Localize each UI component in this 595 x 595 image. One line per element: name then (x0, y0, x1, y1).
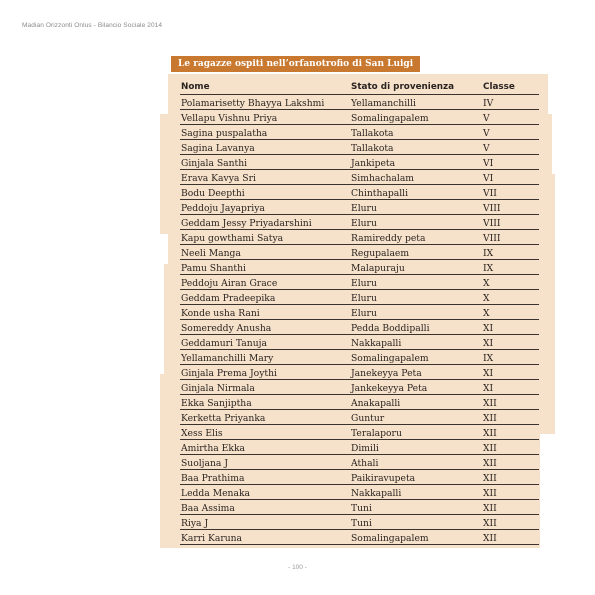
cell-name: Ekka Sanjiptha (181, 398, 252, 409)
cell-name: Erava Kavya Sri (181, 173, 256, 184)
cell-provenance: Somalingapalem (351, 533, 429, 544)
table-row (180, 365, 539, 380)
cell-name: Ginjala Santhi (181, 158, 248, 169)
cell-provenance: Anakapalli (351, 398, 401, 409)
cell-name: Xess Elis (181, 428, 223, 439)
table-row (180, 530, 539, 545)
table-header-row (180, 80, 539, 95)
cell-name: Neeli Manga (181, 248, 241, 259)
table-row (180, 515, 539, 530)
cell-name: Ginjala Nirmala (181, 383, 255, 394)
orphanage-roster-table (180, 80, 539, 545)
page-number: - 100 - (288, 564, 307, 571)
cell-name: Peddoju Jayapriya (181, 203, 265, 214)
cell-class: XII (483, 428, 497, 439)
cell-provenance: Eluru (351, 218, 377, 229)
table-row (180, 485, 539, 500)
cell-provenance: Jankipeta (351, 158, 396, 169)
cell-name: Baa Prathima (181, 473, 245, 484)
cell-provenance: Chinthapalli (351, 188, 409, 199)
table-row (180, 455, 539, 470)
cell-class: X (483, 278, 490, 289)
cell-provenance: Malapuraju (351, 263, 405, 274)
cell-name: Peddoju Airan Grace (181, 278, 278, 289)
table-row (180, 215, 539, 230)
cell-provenance: Nakkapalli (351, 488, 402, 499)
table-row (180, 275, 539, 290)
cell-class: XII (483, 473, 497, 484)
cell-class: XII (483, 503, 497, 514)
table-row (180, 500, 539, 515)
cell-provenance: Guntur (351, 413, 385, 424)
cell-provenance: Dimili (351, 443, 379, 454)
cell-provenance: Simhachalam (351, 173, 415, 184)
cell-name: Sagina puspalatha (181, 128, 268, 139)
cell-provenance: Teralaporu (351, 428, 402, 439)
cell-provenance: Somalingapalem (351, 113, 429, 124)
running-header: Madian Orizzonti Onlus - Bilancio Sociale 2014 (22, 22, 163, 29)
cell-name: Bodu Deepthi (181, 188, 245, 199)
table-row (180, 410, 539, 425)
cell-class: XII (483, 458, 497, 469)
column-header-classe: Classe (483, 82, 515, 92)
cell-class: IX (483, 263, 494, 274)
cell-provenance: Ramireddy peta (351, 233, 426, 244)
cell-class: XI (483, 368, 494, 379)
cell-name: Sagina Lavanya (181, 143, 255, 154)
cell-name: Ginjala Prema Joythi (181, 368, 277, 379)
cell-provenance: Somalingapalem (351, 353, 429, 364)
cell-class: XII (483, 533, 497, 544)
table-row (180, 125, 539, 140)
cell-name: Pamu Shanthi (181, 263, 246, 274)
cell-class: IX (483, 353, 494, 364)
cell-provenance: Tuni (351, 518, 372, 529)
cell-provenance: Tuni (351, 503, 372, 514)
table-row (180, 170, 539, 185)
cell-class: XII (483, 443, 497, 454)
cell-name: Ledda Menaka (181, 488, 250, 499)
cell-provenance: Pedda Boddipalli (351, 323, 430, 334)
table-row (180, 155, 539, 170)
table-row (180, 320, 539, 335)
cell-name: Geddamuri Tanuja (181, 338, 267, 349)
table-row (180, 260, 539, 275)
cell-name: Karri Karuna (181, 533, 243, 544)
column-header-nome: Nome (181, 82, 210, 92)
table-row (180, 440, 539, 455)
cell-class: XII (483, 398, 497, 409)
table-row (180, 290, 539, 305)
cell-provenance: Janekeyya Peta (351, 368, 422, 379)
cell-provenance: Eluru (351, 293, 377, 304)
cell-class: XI (483, 383, 494, 394)
cell-class: IX (483, 248, 494, 259)
cell-class: V (483, 128, 490, 139)
table-row (180, 335, 539, 350)
table-row (180, 395, 539, 410)
table-row (180, 350, 539, 365)
table-row (180, 140, 539, 155)
cell-class: VIII (483, 233, 501, 244)
cell-name: Suoljana J (181, 458, 229, 469)
cell-name: Kapu gowthami Satya (181, 233, 284, 244)
cell-name: Geddam Jessy Priyadarshini (181, 218, 312, 229)
cell-class: VI (483, 173, 494, 184)
cell-provenance: Eluru (351, 308, 377, 319)
cell-name: Baa Assima (181, 503, 235, 514)
cell-name: Somereddy Anusha (181, 323, 272, 334)
cell-provenance: Jankekeyya Peta (351, 383, 428, 394)
cell-class: XI (483, 338, 494, 349)
cell-name: Polamarisetty Bhayya Lakshmi (181, 98, 325, 109)
cell-class: X (483, 293, 490, 304)
cell-provenance: Paikiravupeta (351, 473, 416, 484)
cell-name: Yellamanchilli Mary (181, 353, 274, 364)
cell-name: Geddam Pradeepika (181, 293, 276, 304)
table-row (180, 185, 539, 200)
cell-name: Vellapu Vishnu Priya (181, 113, 278, 124)
cell-class: VIII (483, 203, 501, 214)
cell-class: XI (483, 323, 494, 334)
cell-class: V (483, 113, 490, 124)
table-title: Le ragazze ospiti nell’orfanotrofio di San Luigi (171, 56, 420, 72)
cell-class: VII (483, 188, 497, 199)
table-row (180, 425, 539, 440)
cell-provenance: Athali (351, 458, 379, 469)
cell-class: X (483, 308, 490, 319)
cell-class: IV (483, 98, 494, 109)
table-row (180, 95, 539, 110)
cell-provenance: Tallakota (351, 143, 394, 154)
cell-class: XII (483, 413, 497, 424)
cell-provenance: Eluru (351, 278, 377, 289)
cell-provenance: Eluru (351, 203, 377, 214)
cell-provenance: Nakkapalli (351, 338, 402, 349)
cell-name: Amirtha Ekka (181, 443, 246, 454)
table-row (180, 200, 539, 215)
table-row (180, 305, 539, 320)
table-row (180, 380, 539, 395)
cell-class: XII (483, 518, 497, 529)
column-header-provenienza: Stato di provenienza (351, 82, 455, 92)
roster-table-area (160, 74, 555, 548)
cell-class: V (483, 143, 490, 154)
cell-provenance: Regupalaem (351, 248, 410, 259)
cell-class: VI (483, 158, 494, 169)
cell-provenance: Yellamanchilli (351, 98, 416, 109)
cell-name: Konde usha Rani (181, 308, 260, 319)
cell-name: Kerketta Priyanka (181, 413, 266, 424)
table-row (180, 230, 539, 245)
table-row (180, 470, 539, 485)
cell-class: XII (483, 488, 497, 499)
table-row (180, 110, 539, 125)
cell-class: VIII (483, 218, 501, 229)
cell-provenance: Tallakota (351, 128, 394, 139)
table-row (180, 245, 539, 260)
cell-name: Riya J (181, 518, 209, 529)
